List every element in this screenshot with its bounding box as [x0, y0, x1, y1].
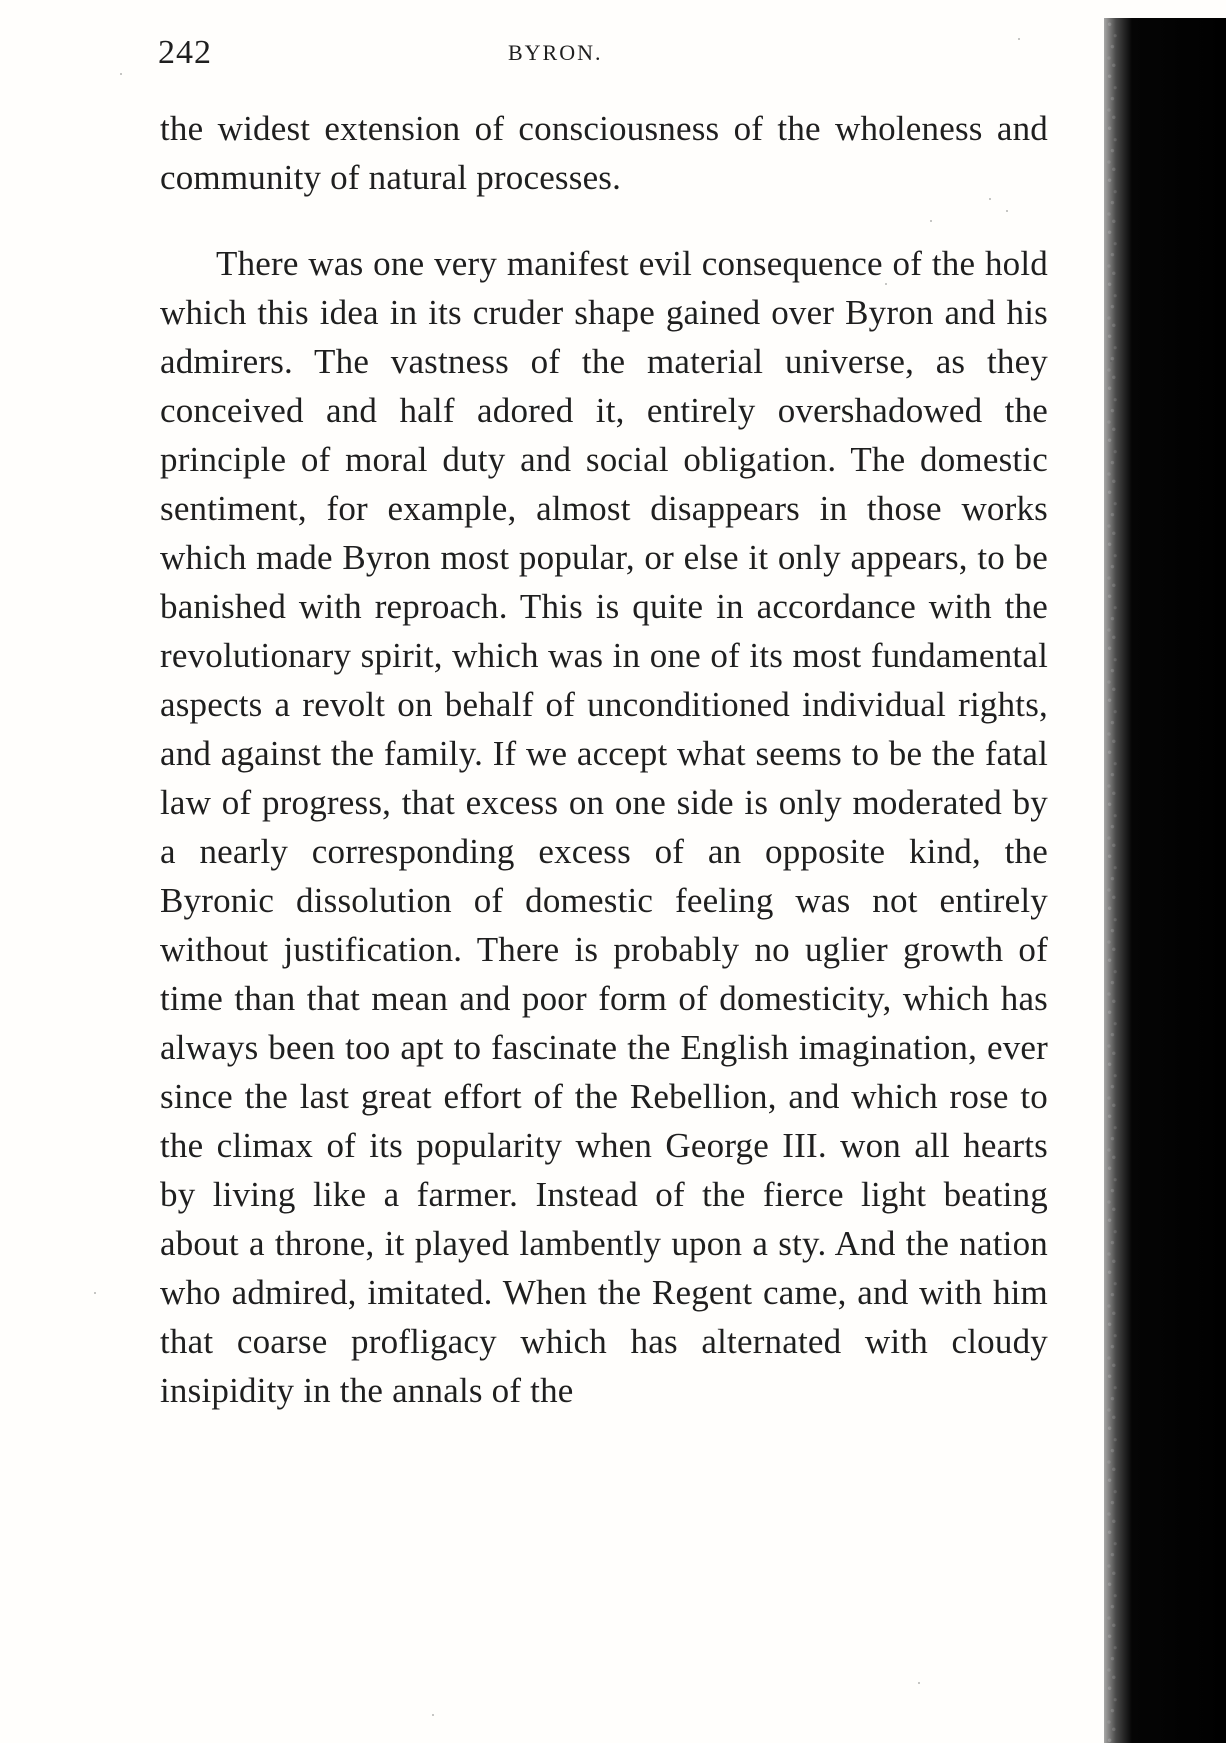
paper-speck [1006, 210, 1008, 212]
paper-speck [885, 283, 887, 285]
paper-speck [120, 73, 122, 75]
paper-speck [930, 220, 932, 222]
page-number: 242 [158, 34, 212, 71]
body-text [160, 104, 1048, 1415]
paper-speck [989, 198, 991, 200]
paper-speck [94, 1292, 96, 1294]
running-title: BYRON. [508, 40, 603, 65]
paragraph-main: There was one very manifest evil consequence of the hold which this idea in its cruder shape gained over Byron and his admirers. The vastness of the material universe, as they conceived and half adored it, entirely overshadowed the principle of moral duty and social obligation. The domestic sentiment, for example, almost disappears in those works which made Byron most popular, or else it only appears, to be banished with reproach. This is quite in accordance with the revolutionary spirit, which was in one of its most fundamental aspects a revolt on behalf of unconditioned individual rights, and against the family. If we accept what seems to be the fatal law of progress, that excess on one side is only moderated by a nearly corresponding excess of an opposite kind, the Byronic dissolution of domestic feeling was not entirely without justification. There is probably no uglier growth of time than that mean and poor form of domesticity, which has always been too apt to fascinate the English imagination, ever since the last great effort of the Rebellion, and which rose to the climax of its popularity when George III. won all hearts by living like a farmer. Instead of the fierce light beating about a throne, it played lambently upon a sty. And the nation who admired, imitated. When the Regent came, and with him that coarse profligacy which has alternated with cloudy insipidity in the annals of the [160, 244, 1048, 1410]
paper-speck [918, 1682, 920, 1684]
running-head [158, 30, 1043, 76]
binding-edge [1104, 18, 1226, 1743]
paper-speck [1110, 360, 1112, 362]
paper-speck [432, 1714, 434, 1716]
paragraph-continuation: the widest extension of consciousness of the wholeness and community of natural processes. [160, 109, 1048, 197]
paper-speck [1018, 38, 1020, 40]
